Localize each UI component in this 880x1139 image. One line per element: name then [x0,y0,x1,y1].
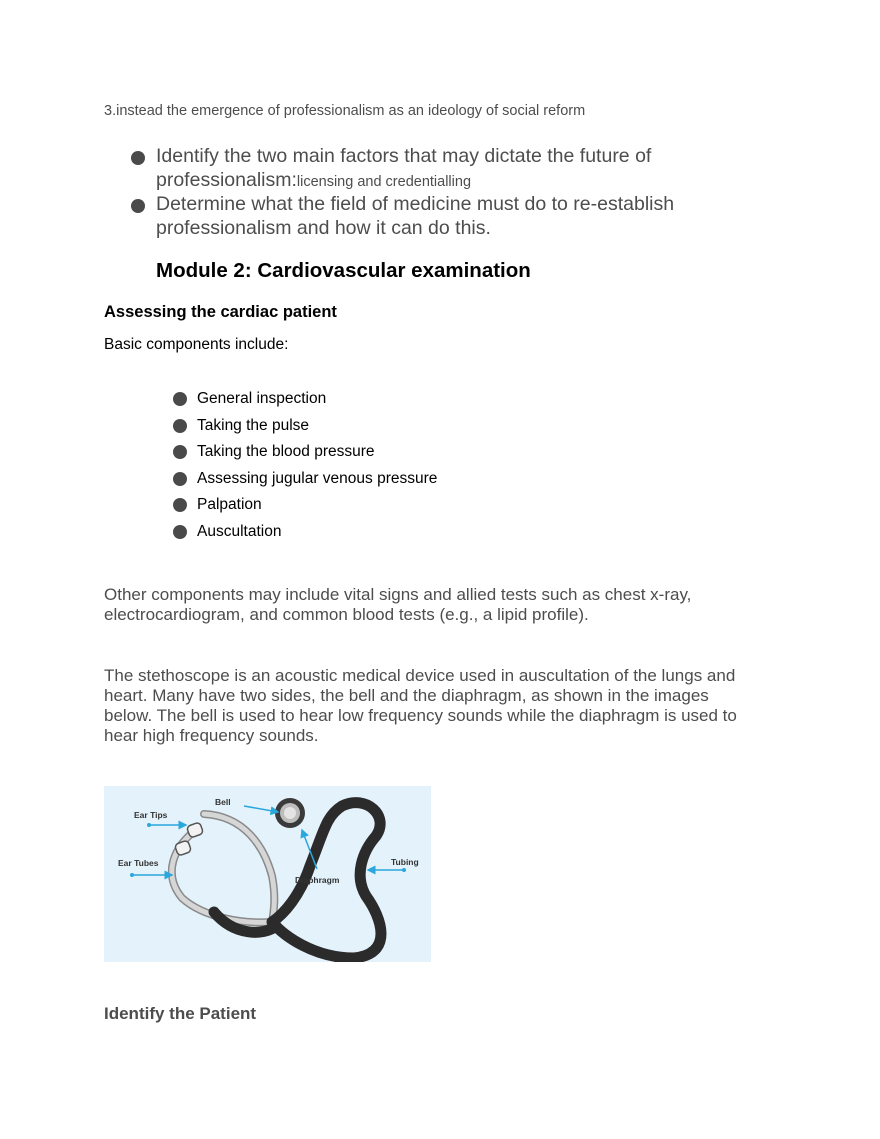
stethoscope-illustration [104,786,431,962]
paragraph-stethoscope: The stethoscope is an acoustic medical device used in auscultation of the lungs and heart. Many have two sides, the bell and the diaphragm, as shown in the images below. The bell is used to hear low frequency sounds while the diaphragm is used to hear high frequency sounds. [104,666,737,745]
question-1 [156,144,716,194]
stethoscope-figure [104,786,431,962]
module-title: Module 2: Cardiovascular examination [156,259,531,282]
identify-patient-heading: Identify the Patient [104,1004,257,1023]
question-1-answer: licensing and credentialling [296,174,472,190]
label-bell: Bell [215,797,231,807]
list-item: Auscultation [197,523,282,540]
paragraph-other-components: Other components may include vital signs and allied tests such as chest x-ray, electrocardiogram, and common blood tests (e.g., a lipid profile). [104,585,692,624]
bullet-icon [173,472,187,486]
label-ear-tips: Ear Tips [134,810,168,820]
list-item: Taking the pulse [197,417,310,434]
bullet-icon [173,498,187,512]
bullet-icon [173,525,187,539]
label-diaphragm: Diaphragm [295,875,340,885]
list-item: General inspection [197,390,327,407]
bullet-icon [173,392,187,406]
label-ear-tubes: Ear Tubes [118,858,159,868]
bullet-icon [131,199,145,213]
bullet-icon [173,419,187,433]
section-title: Assessing the cardiac patient [104,303,337,321]
list-item: Assessing jugular venous pressure [197,470,438,487]
basic-intro: Basic components include: [104,336,289,353]
bullet-icon [131,151,145,165]
bullet-icon [173,445,187,459]
list-item: Taking the blood pressure [197,443,375,460]
question-2 [156,192,716,240]
question-2-text: Determine what the field of medicine must do to re-establish professionalism and how it can do this. [156,193,675,239]
label-tubing: Tubing [391,857,419,867]
list-item: Palpation [197,496,262,513]
question-1-text: Identify the two main factors that may dictate the future of professionalism: [156,145,652,191]
intro-line: 3.instead the emergence of professionalism as an ideology of social reform [104,103,586,119]
